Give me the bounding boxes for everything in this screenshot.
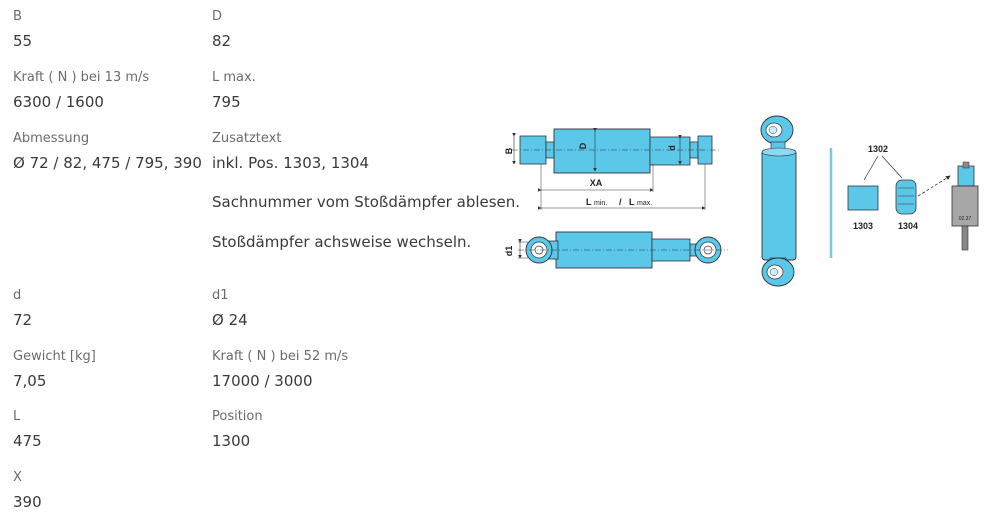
field-kraft-52 [212, 349, 348, 390]
dim-label-lmin: L [586, 197, 592, 207]
field-l [13, 409, 42, 450]
dim-label-lmax: L [629, 197, 635, 207]
field-d [13, 288, 32, 329]
field-abmessung [13, 131, 202, 172]
field-value: Ø 72 / 82, 475 / 795, 390 [13, 154, 202, 172]
shock-top-view [512, 129, 720, 210]
note-part-number: Sachnummer vom Stoßdämpfer ablesen. [212, 193, 521, 211]
field-label: X [13, 470, 22, 485]
field-label: L max. [212, 70, 256, 85]
dim-label-lmax-sub: max. [637, 200, 653, 207]
field-zusatztext [212, 131, 369, 172]
field-value: Ø 24 [212, 311, 248, 329]
field-label: d [13, 288, 22, 303]
field-label: Abmessung [13, 131, 90, 146]
field-kraft-13 [13, 70, 149, 111]
dim-label-xa: XA [589, 178, 603, 188]
field-value: 72 [13, 311, 33, 329]
field-value: inkl. Pos. 1303, 1304 [212, 154, 369, 172]
field-x [13, 470, 42, 511]
field-l-max [212, 70, 256, 111]
field-value: 475 [13, 432, 42, 450]
part-label-1304: 1304 [897, 221, 919, 231]
field-value: 6300 / 1600 [13, 93, 104, 111]
field-label: d1 [212, 288, 229, 303]
field-value: 82 [212, 32, 232, 50]
dim-label-d: d [667, 145, 677, 151]
part-label-1303: 1303 [852, 221, 874, 231]
field-label: Position [212, 409, 263, 424]
dim-label-b: B [504, 147, 514, 155]
bushing-parts [848, 156, 978, 250]
field-label: Zusatztext [212, 131, 282, 146]
field-value: 390 [13, 493, 42, 511]
field-label: Gewicht [kg] [13, 349, 96, 364]
field-b [13, 9, 32, 50]
dim-label-D: D [578, 142, 588, 150]
field-value: 1300 [212, 432, 251, 450]
field-value: 55 [13, 32, 33, 50]
field-value: 795 [212, 93, 241, 111]
field-d1 [212, 288, 248, 329]
shock-bottom-view [518, 232, 728, 268]
field-label: L [13, 409, 21, 424]
field-label: D [212, 9, 223, 24]
field-value: 17000 / 3000 [212, 372, 313, 390]
dim-label-d1: d1 [504, 245, 514, 257]
shock-3d-view [761, 116, 796, 286]
shock-absorber-drawing [498, 104, 996, 290]
field-label: Kraft ( N ) bei 52 m/s [212, 349, 349, 364]
field-position [212, 409, 263, 450]
field-gewicht [13, 349, 96, 390]
field-label: B [13, 9, 22, 24]
note-replace-per-axle: Stoßdämpfer achsweise wechseln. [212, 233, 472, 251]
part-label-1302: 1302 [867, 144, 889, 154]
dim-label-slash: / [619, 197, 622, 207]
field-value: 7,05 [13, 372, 47, 390]
field-label: Kraft ( N ) bei 13 m/s [13, 70, 150, 85]
field-d-upper [212, 9, 231, 50]
part-tag: 02.37 [958, 216, 972, 222]
dim-label-lmin-sub: min. [594, 200, 608, 207]
